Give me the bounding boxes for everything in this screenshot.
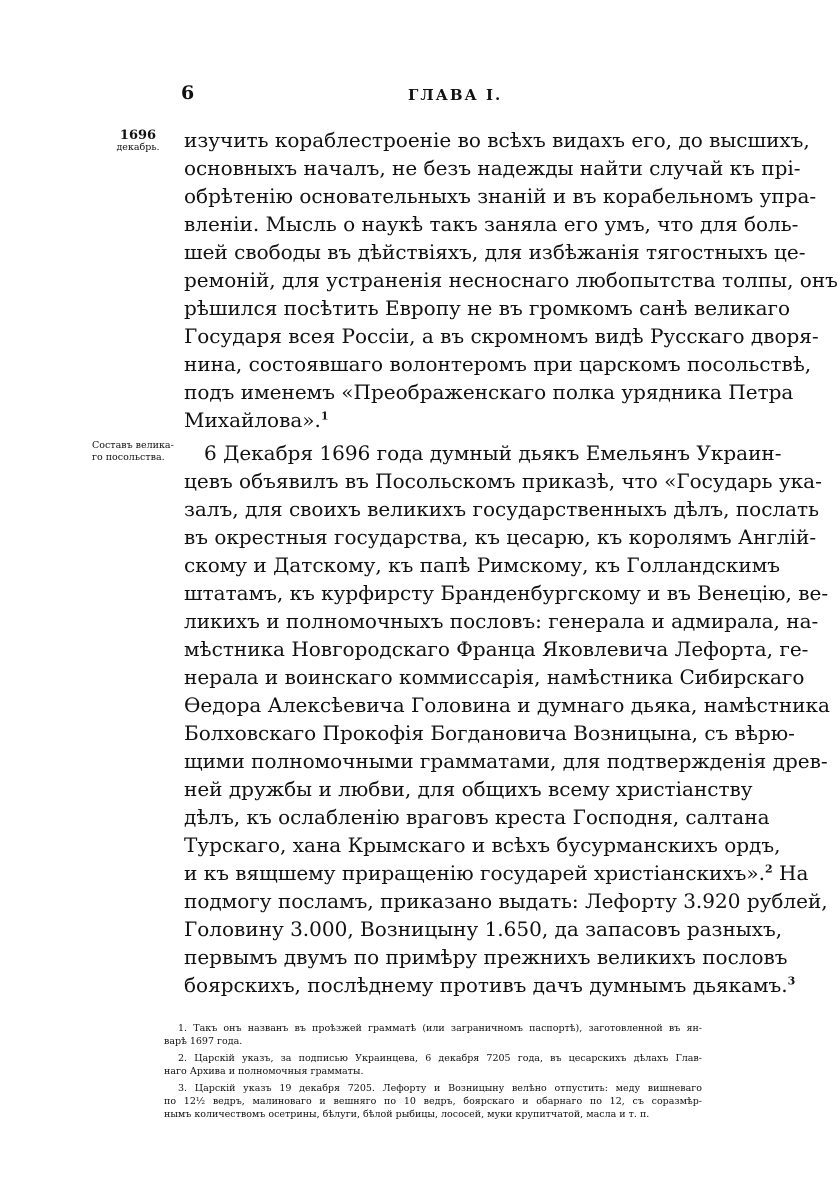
body-line: Государя всея Россіи, а въ скромномъ видѣ Русскаго дворя-	[184, 324, 819, 348]
margin-note-section	[92, 440, 178, 464]
body-line: нерала и воинскаго коммиссарія, намѣстника Сибирскаго	[184, 665, 805, 689]
body-line: Турскаго, хана Крымскаго и всѣхъ бусурманскихъ ордъ,	[184, 833, 781, 857]
body-line	[184, 860, 809, 886]
footnote-mark: 1	[320, 409, 329, 423]
footnote-line: 1. Такъ онъ названъ въ проѣзжей грамматѣ (или заграничномъ паспортѣ), заготовленной въ ян-	[178, 1023, 702, 1034]
body-line: дѣлъ, къ ослабленію враговъ креста Господня, салтана	[184, 805, 770, 829]
body-line: щими полномочными грамматами, для подтвержденія древ-	[184, 749, 828, 773]
body-line: шей свободы въ дѣйствіяхъ, для избѣжанія тягостныхъ це-	[184, 240, 806, 264]
footnote-line: варѣ 1697 года.	[164, 1036, 243, 1047]
body-line: первымъ двумъ по примѣру прежнихъ великихъ пословъ	[184, 945, 788, 969]
body-line: подмогу посламъ, приказано выдать: Лефорту 3.920 рублей,	[184, 889, 828, 913]
body-line-text: На	[772, 861, 809, 885]
body-line: Головину 3.000, Возницыну 1.650, да запасовъ разныхъ,	[184, 917, 783, 941]
body-line: ремоній, для устраненія несноснаго любопытства толпы, онъ	[184, 268, 838, 292]
body-line: 6 Декабря 1696 года думный дьякъ Емельянъ Украин-	[204, 441, 782, 465]
body-line: залъ, для своихъ великихъ государственныхъ дѣлъ, послать	[184, 497, 819, 521]
margin-year: 1696	[119, 128, 157, 143]
body-line: изучить кораблестроеніе во всѣхъ видахъ его, до высшихъ,	[184, 128, 810, 152]
body-line: вленіи. Мысль о наукѣ такъ заняла его умъ, что для боль-	[184, 212, 799, 236]
margin-section-line2: го посольства.	[92, 452, 165, 463]
body-line: подъ именемъ «Преображенскаго полка урядника Петра	[184, 380, 794, 404]
body-line	[184, 407, 702, 433]
footnote-mark: 3	[787, 974, 796, 988]
body-line: мѣстника Новгородскаго Франца Яковлевича Лефорта, ге-	[184, 637, 809, 661]
body-line: въ окрестныя государства, къ цесарю, къ королямъ Англій-	[184, 525, 817, 549]
running-head: ГЛАВА I.	[408, 86, 503, 104]
margin-section-line1: Составъ велика-	[92, 440, 174, 451]
body-line-text: боярскихъ, послѣднему противъ дачъ думнымъ дьякамъ.	[184, 973, 788, 997]
body-line: цевъ объявилъ въ Посольскомъ приказѣ, что «Государь ука-	[184, 469, 822, 493]
body-line: ней дружбы и любви, для общихъ всему христіанству	[184, 777, 753, 801]
footnote-line: 2. Царскій указъ, за подписью Украинцева, 6 декабря 7205 года, въ цесарскихъ дѣлахъ Глав-	[178, 1053, 702, 1064]
body-line: обрѣтенію основательныхъ знаній и въ корабельномъ упра-	[184, 184, 817, 208]
body-line: скому и Датскому, къ папѣ Римскому, къ Голландскимъ	[184, 553, 781, 577]
footnote-line: по 12½ ведръ, малиноваго и вешняго по 10 ведръ, боярскаго и обарнаго по 12, съ соразмѣр-	[164, 1096, 702, 1107]
footnote-line: наго Архива и полномочныя грамматы.	[164, 1066, 364, 1077]
body-line: ликихъ и полномочныхъ пословъ: генерала и адмирала, на-	[184, 609, 819, 633]
footnote-line: 3. Царскій указъ 19 декабря 7205. Лефорту и Возницыну велѣно отпустить: меду вишневаго	[178, 1083, 702, 1094]
body-line: нина, состоявшаго волонтеромъ при царскомъ посольствѣ,	[184, 352, 812, 376]
footnote-line: нымъ количествомъ осетрины, бѣлуги, бѣлой рыбицы, лососей, муки крупитчатой, масла и т. п.	[164, 1109, 650, 1120]
margin-month: декабрь.	[116, 142, 160, 153]
body-line: штатамъ, къ курфирсту Бранденбургскому и въ Венецію, ве-	[184, 581, 829, 605]
margin-note-date	[112, 130, 164, 154]
body-line-text: и къ вящшему приращенію государей христіанскихъ».	[184, 861, 765, 885]
body-line: рѣшился посѣтить Европу не въ громкомъ санѣ великаго	[184, 296, 791, 320]
body-line: основныхъ началъ, не безъ надежды найти случай къ прі-	[184, 156, 801, 180]
body-line: Болховскаго Прокофія Богдановича Возницына, съ вѣрю-	[184, 721, 795, 745]
body-line-text: Михайлова».	[184, 408, 321, 432]
body-line: Ѳедора Алексѣевича Головина и думнаго дьяка, намѣстника	[184, 693, 830, 717]
page-number: 6	[181, 82, 195, 104]
body-line	[184, 972, 796, 998]
footnote-mark: 2	[764, 862, 773, 876]
